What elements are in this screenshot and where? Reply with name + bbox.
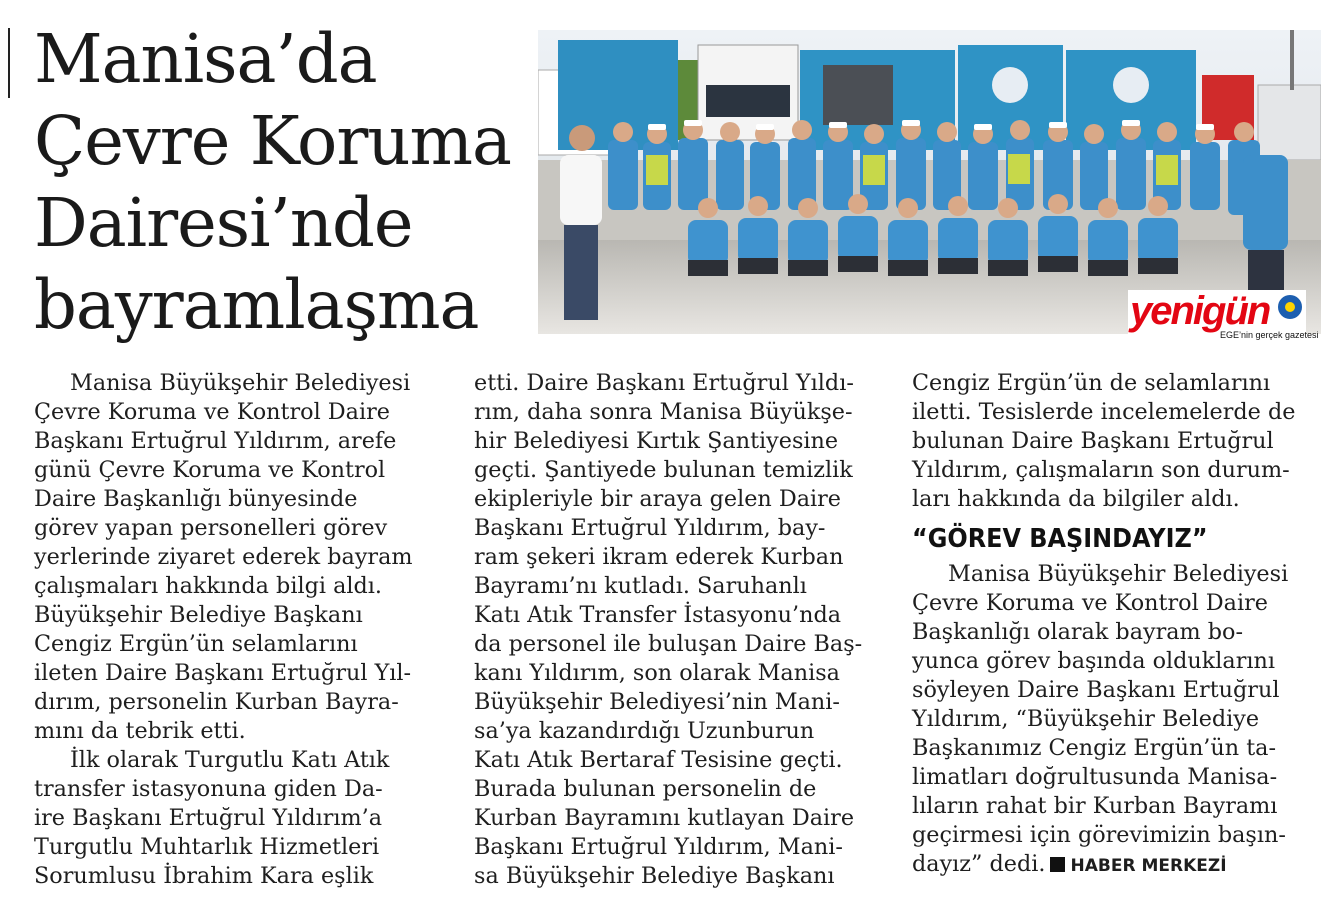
text-line: Katı Atık Transfer İstasyonu’nda [474,602,842,628]
text-line: iletti. Tesislerde incelemelerde de [912,399,1296,425]
text-line: etti. Daire Başkanı Ertuğrul Yıldı- [474,370,854,396]
text-line: Başkanı Ertuğrul Yıldırım, bay- [474,515,826,541]
text-line: transfer istasyonuna giden Da- [34,776,383,802]
text-line: Başkanı Ertuğrul Yıldırım, arefe [34,428,397,454]
text-line: ekipleriyle bir araya gelen Daire [474,486,842,512]
text-line: hir Belediyesi Kırtık Şantiyesine [474,428,839,454]
text-line: Çevre Koruma ve Kontrol Daire [912,590,1268,616]
text-line: çalışmaları hakkında bilgi aldı. [34,573,382,599]
square-bullet-icon [1050,857,1065,872]
text-line: geçirmesi için görevimizin başın- [912,822,1286,848]
text-line: Manisa Büyükşehir Belediyesi [948,561,1289,587]
text-line: bulunan Daire Başkanı Ertuğrul [912,428,1274,454]
text-line: geçti. Şantiyede bulunan temizlik [474,457,853,483]
text-line: Cengiz Ergün’ün de selamlarını [912,370,1271,396]
article-column-3 [912,369,1324,881]
headline-line-3: Dairesi’nde [34,184,413,262]
text-line: Yıldırım, “Büyükşehir Belediye [912,706,1260,732]
logo-wordmark: yenigün [1130,289,1270,333]
text-line: sa’ya kazandırdığı Uzunburun [474,718,815,744]
text-line: Bayramı’nı kutladı. Saruhanlı [474,573,807,599]
article-column-1 [34,369,446,891]
newspaper-logo [1128,289,1319,344]
text-line: ileten Daire Başkanı Ertuğrul Yıl- [34,660,412,686]
text-line: Başkanı Ertuğrul Yıldırım, Mani- [474,834,843,860]
text-line: söyleyen Daire Başkanı Ertuğrul [912,677,1280,703]
evil-eye-icon [1276,293,1304,321]
headline-line-1: Manisa’da [34,20,377,98]
article-column-2 [474,369,886,891]
text-line: görev yapan personelleri görev [34,515,388,541]
text-line: ram şekeri ikram ederek Kurban [474,544,844,570]
text-line: Başkanlığı olarak bayram bo- [912,619,1244,645]
section-subheading: “GÖREV BAŞINDAYIZ” [912,524,1208,554]
text-line: Cengiz Ergün’ün selamlarını [34,631,358,657]
text-line: da personel ile buluşan Daire Baş- [474,631,863,657]
text-line: lıların rahat bir Kurban Bayramı [912,793,1278,819]
text-line: Büyükşehir Belediye Başkanı [34,602,363,628]
column-rule [8,28,10,98]
text-line: yerlerinde ziyaret ederek bayram [34,544,413,570]
text-line: sa Büyükşehir Belediye Başkanı [474,863,835,889]
text-line: Büyükşehir Belediyesi’nin Mani- [474,689,840,715]
text-line: rım, daha sonra Manisa Büyükşe- [474,399,853,425]
text-line: Çevre Koruma ve Kontrol Daire [34,399,390,425]
article-headline [34,18,534,346]
text-line: limatları doğrultusunda Manisa- [912,764,1278,790]
text-line: Yıldırım, çalışmaların son durum- [912,457,1290,483]
text-line: mını da tebrik etti. [34,718,246,744]
text-line: yunca görev başında olduklarını [912,648,1275,674]
text-line: Manisa Büyükşehir Belediyesi [70,370,411,396]
headline-line-2: Çevre Koruma [34,102,511,180]
text-line: Kurban Bayramını kutlayan Daire [474,805,855,831]
text-line: Burada bulunan personelin de [474,776,817,802]
text-line: Turgutlu Muhtarlık Hizmetleri [34,834,380,860]
text-line: Başkanımız Cengiz Ergün’ün ta- [912,735,1276,761]
text-line: günü Çevre Koruma ve Kontrol [34,457,386,483]
text-line: ları hakkında da bilgiler aldı. [912,486,1240,512]
text-line: İlk olarak Turgutlu Katı Atık [70,747,390,773]
byline: HABER MERKEZİ [1070,856,1227,876]
closing-line [912,850,1324,881]
text-line: Katı Atık Bertaraf Tesisine geçti. [474,747,843,773]
text-line: Daire Başkanlığı bünyesinde [34,486,358,512]
text-line: dırım, personelin Kurban Bayra- [34,689,399,715]
text-line: kanı Yıldırım, son olarak Manisa [474,660,840,686]
text-line: Sorumlusu İbrahim Kara eşlik [34,863,374,889]
logo-tagline: EGE’nin gerçek gazetesi [1220,330,1319,340]
headline-line-4: bayramlaşma [34,266,479,344]
text-line: ire Başkanı Ertuğrul Yıldırım’a [34,805,383,831]
text-line: dayız” dedi. [912,851,1046,877]
